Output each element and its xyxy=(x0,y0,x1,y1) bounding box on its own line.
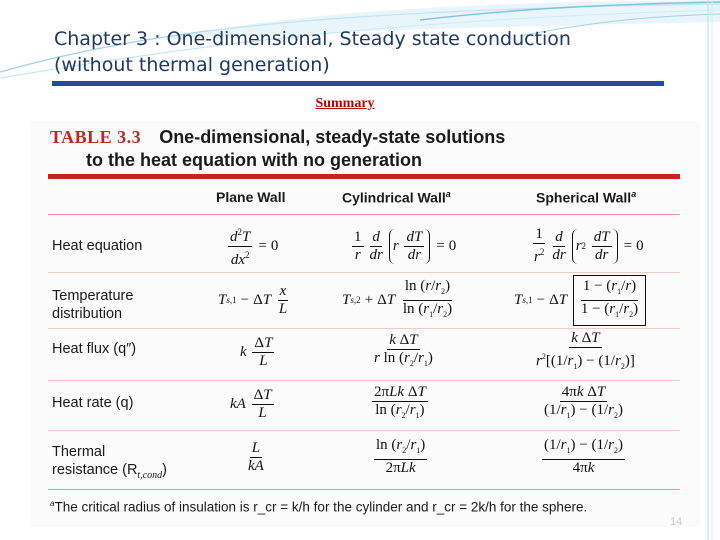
row-separator xyxy=(48,430,680,431)
page-number: 14 xyxy=(670,516,683,528)
row-label-thermal-resistance: Thermal resistance $(R_{t,cond})$ xyxy=(52,444,167,481)
right-border-decoration xyxy=(700,0,720,540)
row-separator xyxy=(48,380,680,381)
formula-plane-resistance: L kA xyxy=(248,439,264,474)
slide-title: Chapter 3 : One-dimensional, Steady state conduction (without thermal generation) xyxy=(54,28,571,76)
table-label: TABLE 3.3 xyxy=(50,127,142,147)
column-header-spherical-wall: Spherical Wall$^a$ xyxy=(536,189,637,206)
table-title xyxy=(50,126,610,172)
formula-plane-heat-equation: $\frac{d^2T}{dx^2}$ = 0 xyxy=(226,226,278,266)
formula-sphere-resistance: $(1/r_1) - (1/r_2)$ 4πk xyxy=(544,437,623,476)
row-label-temperature-distribution: Temperature distribution xyxy=(52,288,134,322)
title-underline-bar xyxy=(52,81,664,86)
row-label-heat-equation: Heat equation xyxy=(52,238,143,254)
table-header-rule xyxy=(48,174,680,179)
formula-plane-heat-rate: kA ΔT L xyxy=(230,386,272,421)
table-footnote: $^a$The critical radius of insulation is r_cr = k/h for the cylinder and r_cr = 2k/h for the sphere. xyxy=(50,499,588,515)
table-title-line1: One-dimensional, steady-state solutions xyxy=(159,127,506,147)
table-title-line2: to the heat equation with no generation xyxy=(86,150,422,170)
formula-cylinder-resistance: $\ln (r_2/r_1)$ 2πLk xyxy=(376,437,426,476)
column-header-cylindrical-wall: Cylindrical Wall$^a$ xyxy=(342,189,451,206)
footnote-rule xyxy=(48,489,680,490)
formula-plane-heat-flux: k ΔT L xyxy=(240,334,273,369)
formula-sphere-temperature: T s,1 − Δ T $1 - (r_1/r)$ $1 - (r_1/r_2)$ xyxy=(514,276,648,324)
formula-cylinder-temperature: T s,2 + Δ T $\ln (r/r_2)$ $\ln (r_1/r_2)$ xyxy=(342,277,453,319)
column-header-plane-wall: Plane Wall xyxy=(216,189,286,205)
formula-cylinder-heat-flux: k ΔT r $\ln (r_2/r_1)$ xyxy=(374,332,433,368)
formula-sphere-heat-rate: 4πk ΔT $(1/r_1) - (1/r_2)$ xyxy=(544,384,623,420)
summary-heading: Summary xyxy=(315,96,375,111)
formula-cylinder-heat-rate: 2πLk ΔT $\ln (r_2/r_1)$ xyxy=(374,384,426,420)
row-separator xyxy=(48,272,680,273)
row-label-heat-rate: Heat rate (q) xyxy=(52,395,134,411)
formula-cylinder-heat-equation: 1 r d dr r dT dr = 0 xyxy=(354,228,457,263)
column-header-rule xyxy=(48,214,680,215)
formula-plane-temperature: T s,1 − Δ T x L xyxy=(218,282,288,317)
formula-sphere-heat-equation: 1 $r^2$ d dr r 2 dT dr = 0 xyxy=(534,226,644,265)
formula-sphere-heat-flux: k ΔT $r^2[(1/r_1) - (1/r_2)]$ xyxy=(536,329,635,371)
row-label-heat-flux: Heat flux (q″) xyxy=(52,341,137,357)
